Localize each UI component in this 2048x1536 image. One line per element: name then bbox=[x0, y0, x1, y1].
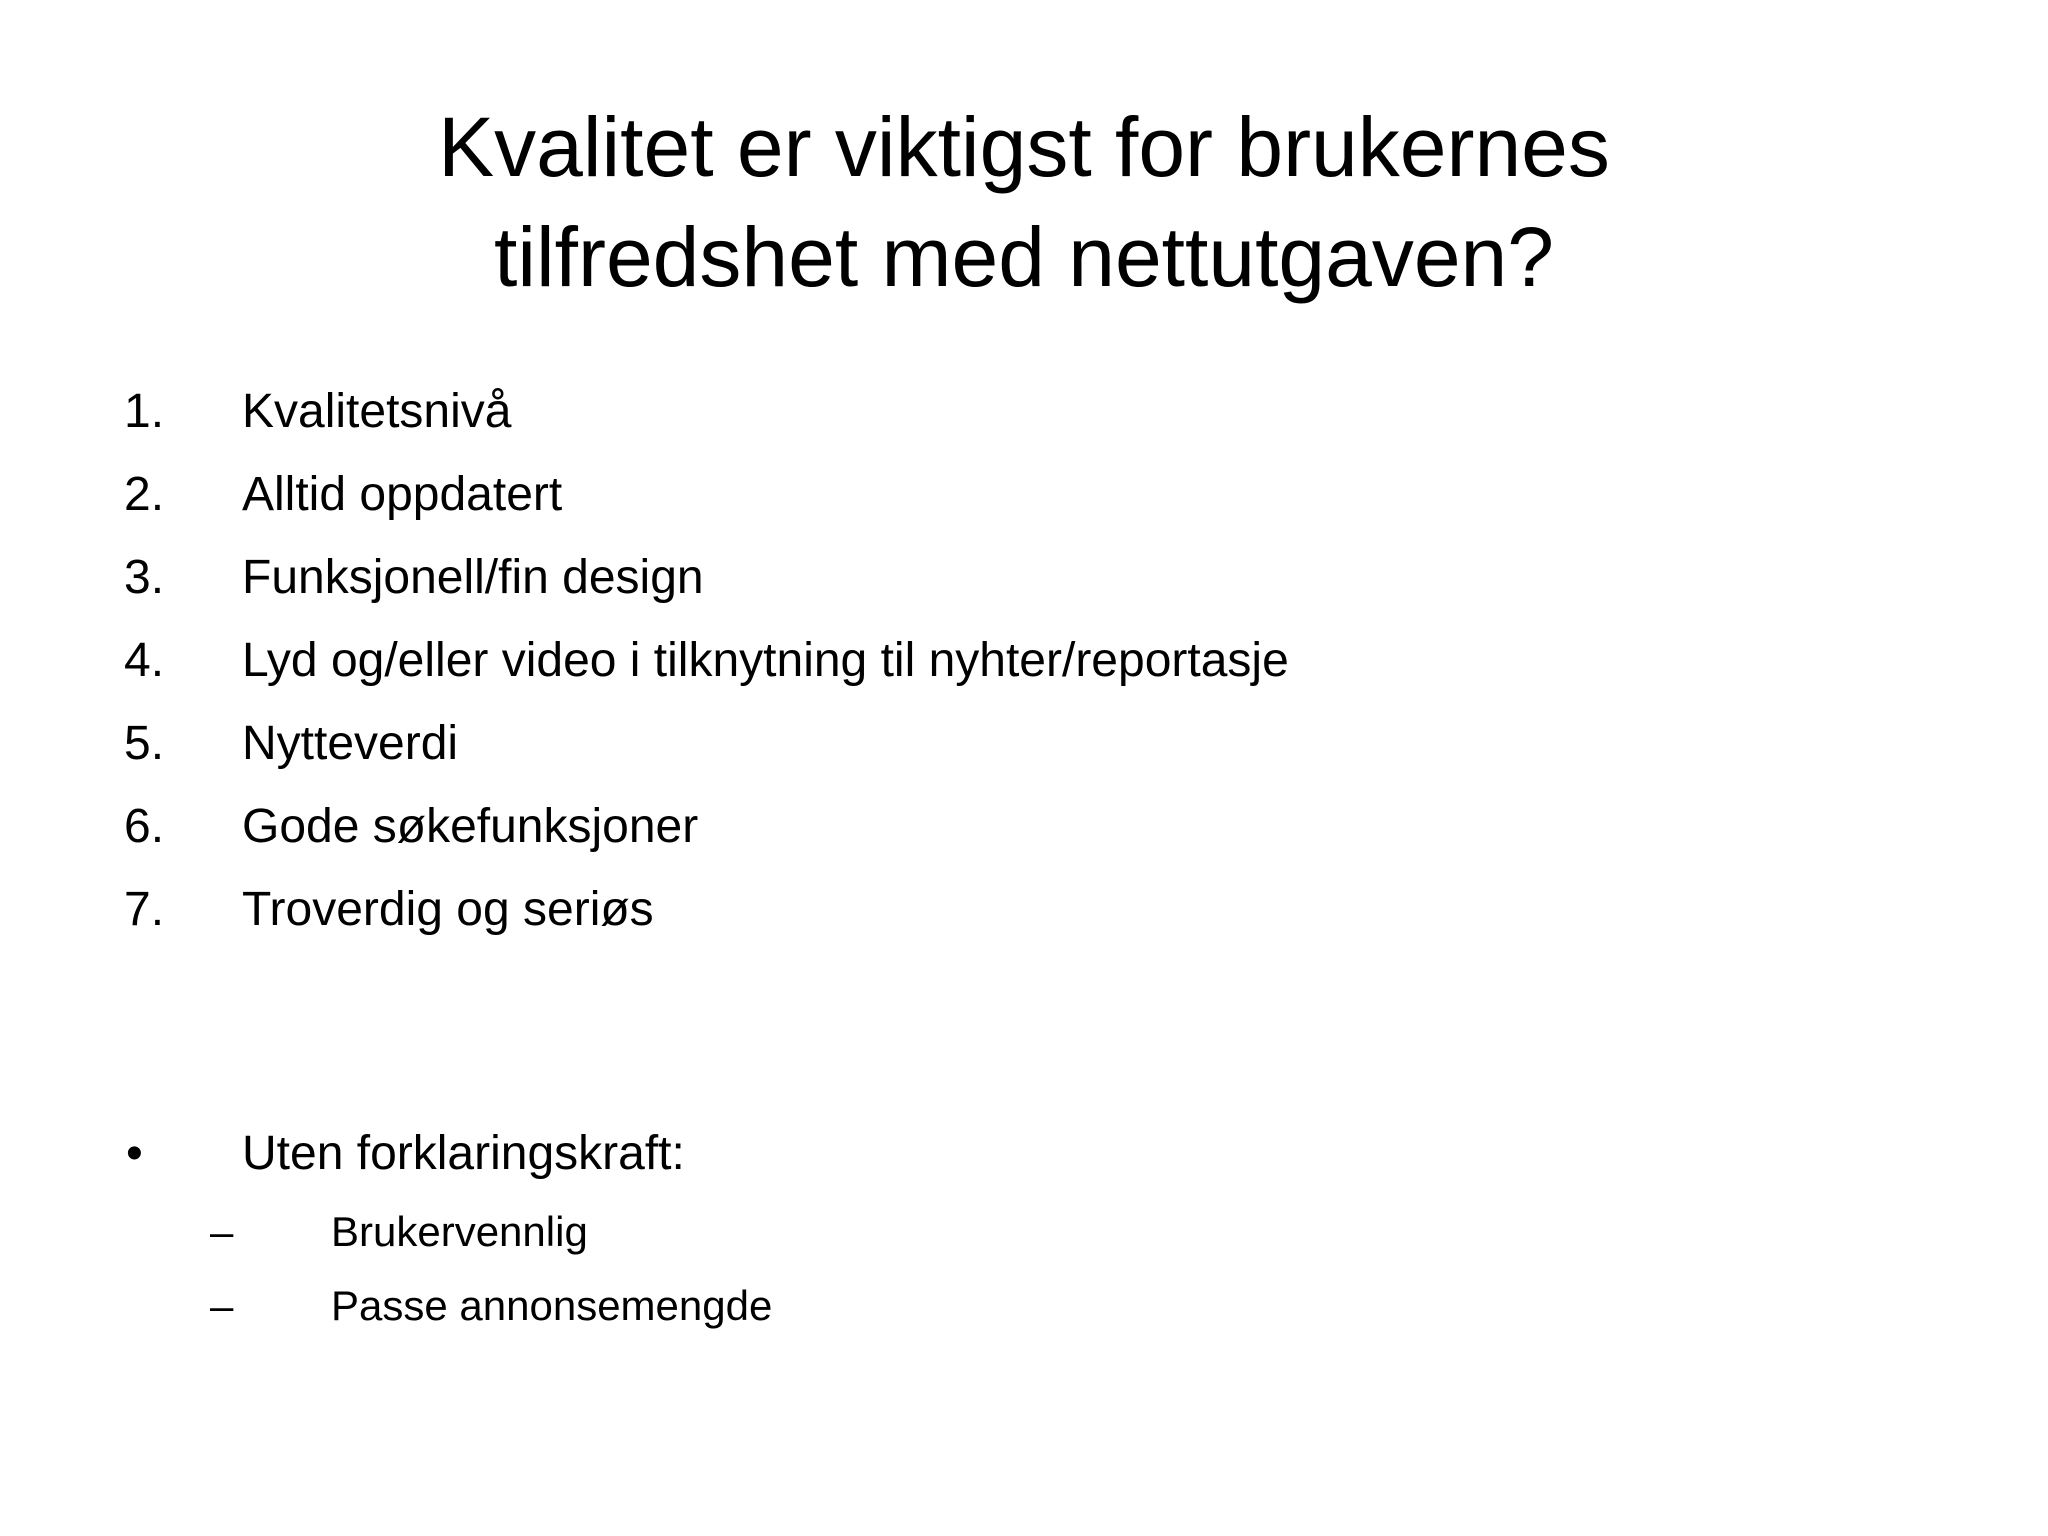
list-item-text: Lyd og/eller video i tilknytning til nyhter/reportasje bbox=[242, 634, 1289, 687]
list-item-text: Gode søkefunksjoner bbox=[242, 800, 699, 853]
bullet-text: Uten forklaringskraft: bbox=[242, 1127, 685, 1180]
list-item-number: 1. bbox=[124, 385, 165, 438]
list-item bbox=[124, 785, 1924, 868]
list-item bbox=[124, 702, 1924, 785]
slide-title-line-1: Kvalitet er viktigst for brukernes bbox=[438, 100, 1610, 194]
list-item-number: 6. bbox=[124, 800, 165, 853]
list-item-number: 3. bbox=[124, 551, 165, 604]
sub-item-text: Passe annonsemengde bbox=[331, 1282, 773, 1329]
ranked-list bbox=[124, 370, 1924, 951]
list-item-number: 5. bbox=[124, 717, 165, 770]
list-item bbox=[124, 370, 1924, 453]
sub-item-marker: – bbox=[210, 1208, 234, 1255]
slide-title-line-2: tilfredshet med nettutgaven? bbox=[493, 210, 1554, 304]
sub-list-item bbox=[124, 1269, 1924, 1343]
sub-list-item bbox=[124, 1195, 1924, 1269]
list-item-text: Funksjonell/fin design bbox=[242, 551, 704, 604]
bullet-section bbox=[124, 1112, 1924, 1343]
sub-item-marker: – bbox=[210, 1282, 234, 1329]
slide-title bbox=[200, 92, 1848, 312]
list-item bbox=[124, 868, 1924, 951]
list-item-number: 2. bbox=[124, 468, 165, 521]
list-item-text: Alltid oppdatert bbox=[242, 468, 563, 521]
list-item-text: Nytteverdi bbox=[242, 717, 459, 770]
bullet-item bbox=[124, 1112, 1924, 1195]
list-item-number: 4. bbox=[124, 634, 165, 687]
list-item bbox=[124, 453, 1924, 536]
list-item-text: Kvalitetsnivå bbox=[242, 385, 512, 438]
list-item bbox=[124, 619, 1924, 702]
list-item bbox=[124, 536, 1924, 619]
list-item-text: Troverdig og seriøs bbox=[242, 883, 654, 936]
bullet-marker: • bbox=[126, 1127, 143, 1180]
sub-item-text: Brukervennlig bbox=[331, 1208, 588, 1255]
list-item-number: 7. bbox=[124, 883, 165, 936]
